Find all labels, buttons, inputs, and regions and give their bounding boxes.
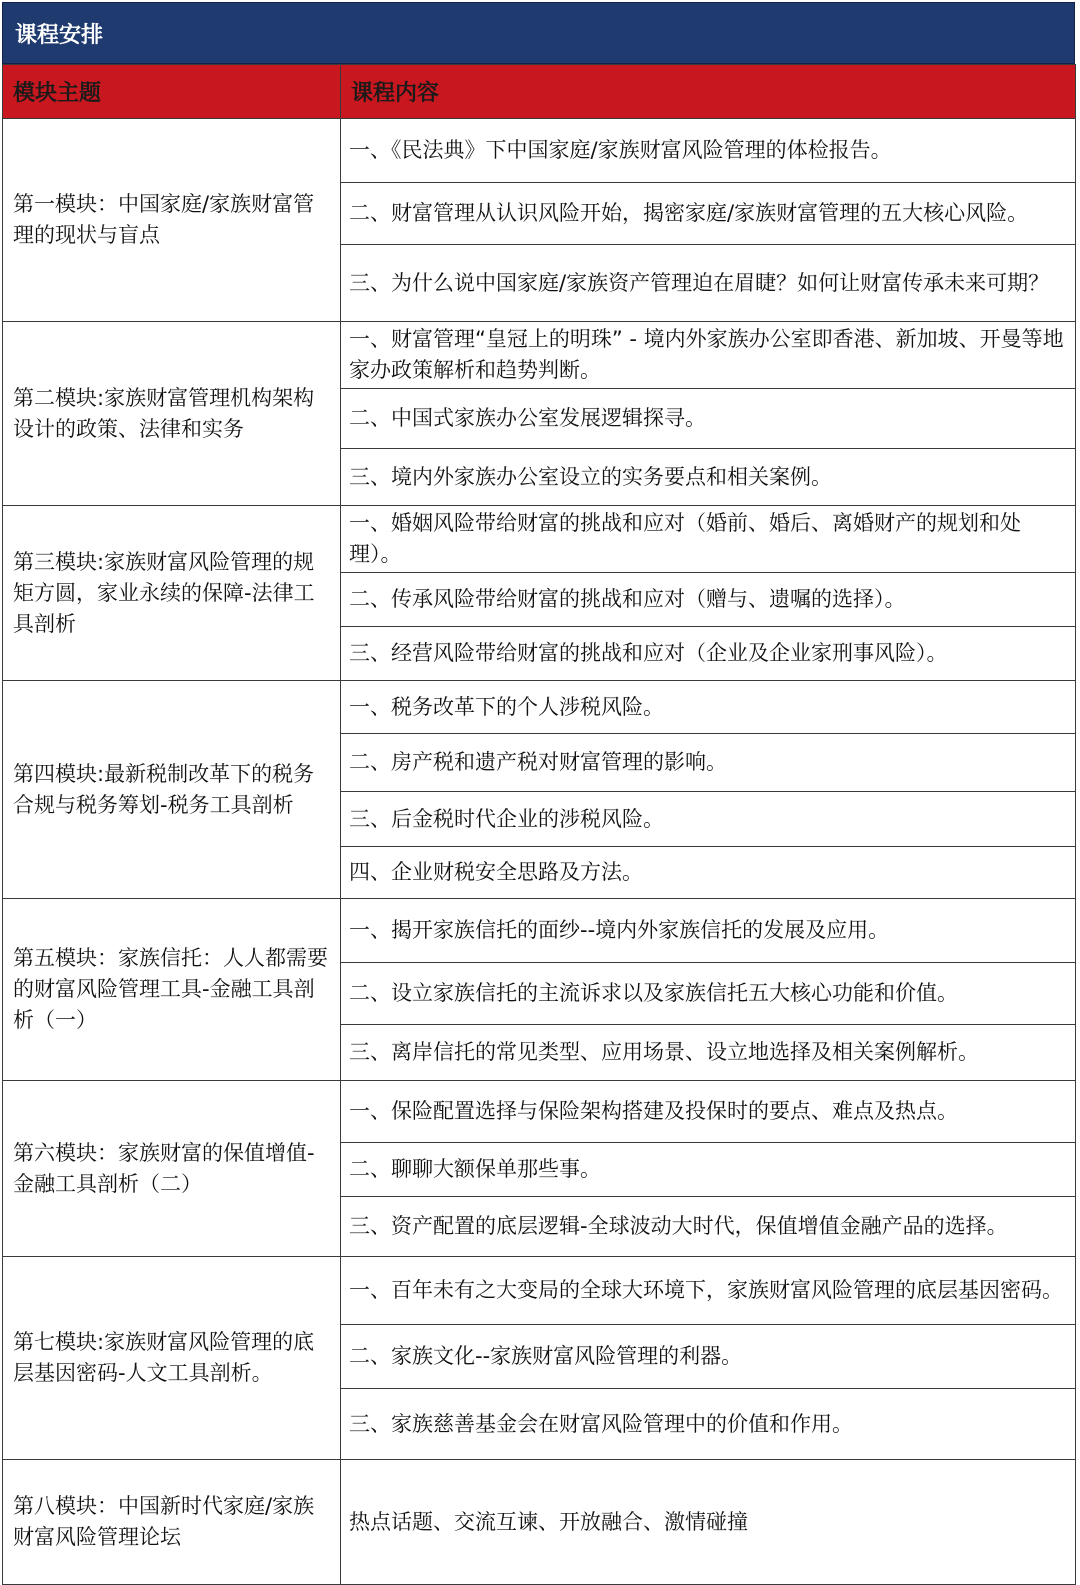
content-cell: 二、财富管理从认识风险开始，揭密家庭/家族财富管理的五大核心风险。 bbox=[341, 183, 1076, 245]
content-cell: 一、财富管理“皇冠上的明珠” - 境内外家族办公室即香港、新加坡、开曼等地家办政策解析和趋势判断。 bbox=[341, 322, 1076, 389]
table-row bbox=[3, 119, 1076, 183]
content-cell: 二、传承风险带给财富的挑战和应对（赠与、遗嘱的选择）。 bbox=[341, 573, 1076, 627]
table-row bbox=[3, 506, 1076, 573]
column-header-content: 课程内容 bbox=[341, 65, 1076, 119]
module-title: 第五模块：家族信托：人人都需要的财富风险管理工具-金融工具剖析（一） bbox=[13, 946, 328, 1032]
schedule-title: 课程安排 bbox=[15, 22, 104, 48]
course-schedule bbox=[2, 2, 1075, 1585]
content-cell: 三、境内外家族办公室设立的实务要点和相关案例。 bbox=[341, 449, 1076, 506]
content-cell: 二、家族文化--家族财富风险管理的利器。 bbox=[341, 1325, 1076, 1389]
content-cell: 二、中国式家族办公室发展逻辑探寻。 bbox=[341, 389, 1076, 449]
table-row bbox=[3, 681, 1076, 734]
module-title-cell bbox=[3, 1257, 341, 1460]
module-title: 第二模块:家族财富管理机构架构设计的政策、法律和实务 bbox=[13, 385, 315, 441]
module-title: 第一模块：中国家庭/家族财富管理的现状与盲点 bbox=[13, 192, 315, 247]
table-row bbox=[3, 322, 1076, 389]
module-title: 第三模块:家族财富风险管理的规矩方圆，家业永续的保障-法律工具剖析 bbox=[13, 549, 315, 636]
column-header-module: 模块主题 bbox=[3, 65, 341, 119]
table-row bbox=[3, 1257, 1076, 1325]
module-title: 第六模块：家族财富的保值增值-金融工具剖析（二） bbox=[13, 1140, 315, 1196]
content-cell: 三、为什么说中国家庭/家族资产管理迫在眉睫？如何让财富传承未来可期？ bbox=[341, 245, 1076, 322]
module-title-cell bbox=[3, 119, 341, 322]
content-cell: 二、设立家族信托的主流诉求以及家族信托五大核心功能和价值。 bbox=[341, 963, 1076, 1025]
course-table bbox=[2, 64, 1076, 1585]
content-cell: 一、保险配置选择与保险架构搭建及投保时的要点、难点及热点。 bbox=[341, 1081, 1076, 1143]
content-cell: 一、揭开家族信托的面纱--境内外家族信托的发展及应用。 bbox=[341, 899, 1076, 963]
content-cell: 二、聊聊大额保单那些事。 bbox=[341, 1143, 1076, 1197]
table-row bbox=[3, 1460, 1076, 1585]
module-title-cell bbox=[3, 1081, 341, 1257]
module-title-cell bbox=[3, 322, 341, 506]
content-cell: 二、房产税和遗产税对财富管理的影响。 bbox=[341, 734, 1076, 792]
content-cell: 一、婚姻风险带给财富的挑战和应对（婚前、婚后、离婚财产的规划和处理）。 bbox=[341, 506, 1076, 573]
module-title-cell bbox=[3, 681, 341, 899]
schedule-title-bar bbox=[2, 2, 1075, 64]
content-cell: 三、家族慈善基金会在财富风险管理中的价值和作用。 bbox=[341, 1389, 1076, 1460]
table-row bbox=[3, 899, 1076, 963]
content-cell: 三、后金税时代企业的涉税风险。 bbox=[341, 792, 1076, 847]
content-cell: 四、企业财税安全思路及方法。 bbox=[341, 847, 1076, 899]
module-title: 第四模块:最新税制改革下的税务合规与税务筹划-税务工具剖析 bbox=[13, 761, 315, 817]
module-title-cell bbox=[3, 1460, 341, 1585]
table-header-row bbox=[3, 65, 1076, 119]
content-cell: 三、离岸信托的常见类型、应用场景、设立地选择及相关案例解析。 bbox=[341, 1025, 1076, 1081]
content-cell: 三、经营风险带给财富的挑战和应对（企业及企业家刑事风险）。 bbox=[341, 627, 1076, 681]
module-title-cell bbox=[3, 899, 341, 1081]
content-cell: 热点话题、交流互谏、开放融合、激情碰撞 bbox=[341, 1460, 1076, 1585]
content-cell: 三、资产配置的底层逻辑-全球波动大时代，保值增值金融产品的选择。 bbox=[341, 1197, 1076, 1257]
content-cell: 一、《民法典》下中国家庭/家族财富风险管理的体检报告。 bbox=[341, 119, 1076, 183]
module-title: 第八模块：中国新时代家庭/家族财富风险管理论坛 bbox=[13, 1494, 315, 1549]
content-cell: 一、百年未有之大变局的全球大环境下，家族财富风险管理的底层基因密码。 bbox=[341, 1257, 1076, 1325]
module-title-cell bbox=[3, 506, 341, 681]
table-row bbox=[3, 1081, 1076, 1143]
module-title: 第七模块:家族财富风险管理的底层基因密码-人文工具剖析。 bbox=[13, 1330, 315, 1385]
content-cell: 一、税务改革下的个人涉税风险。 bbox=[341, 681, 1076, 734]
